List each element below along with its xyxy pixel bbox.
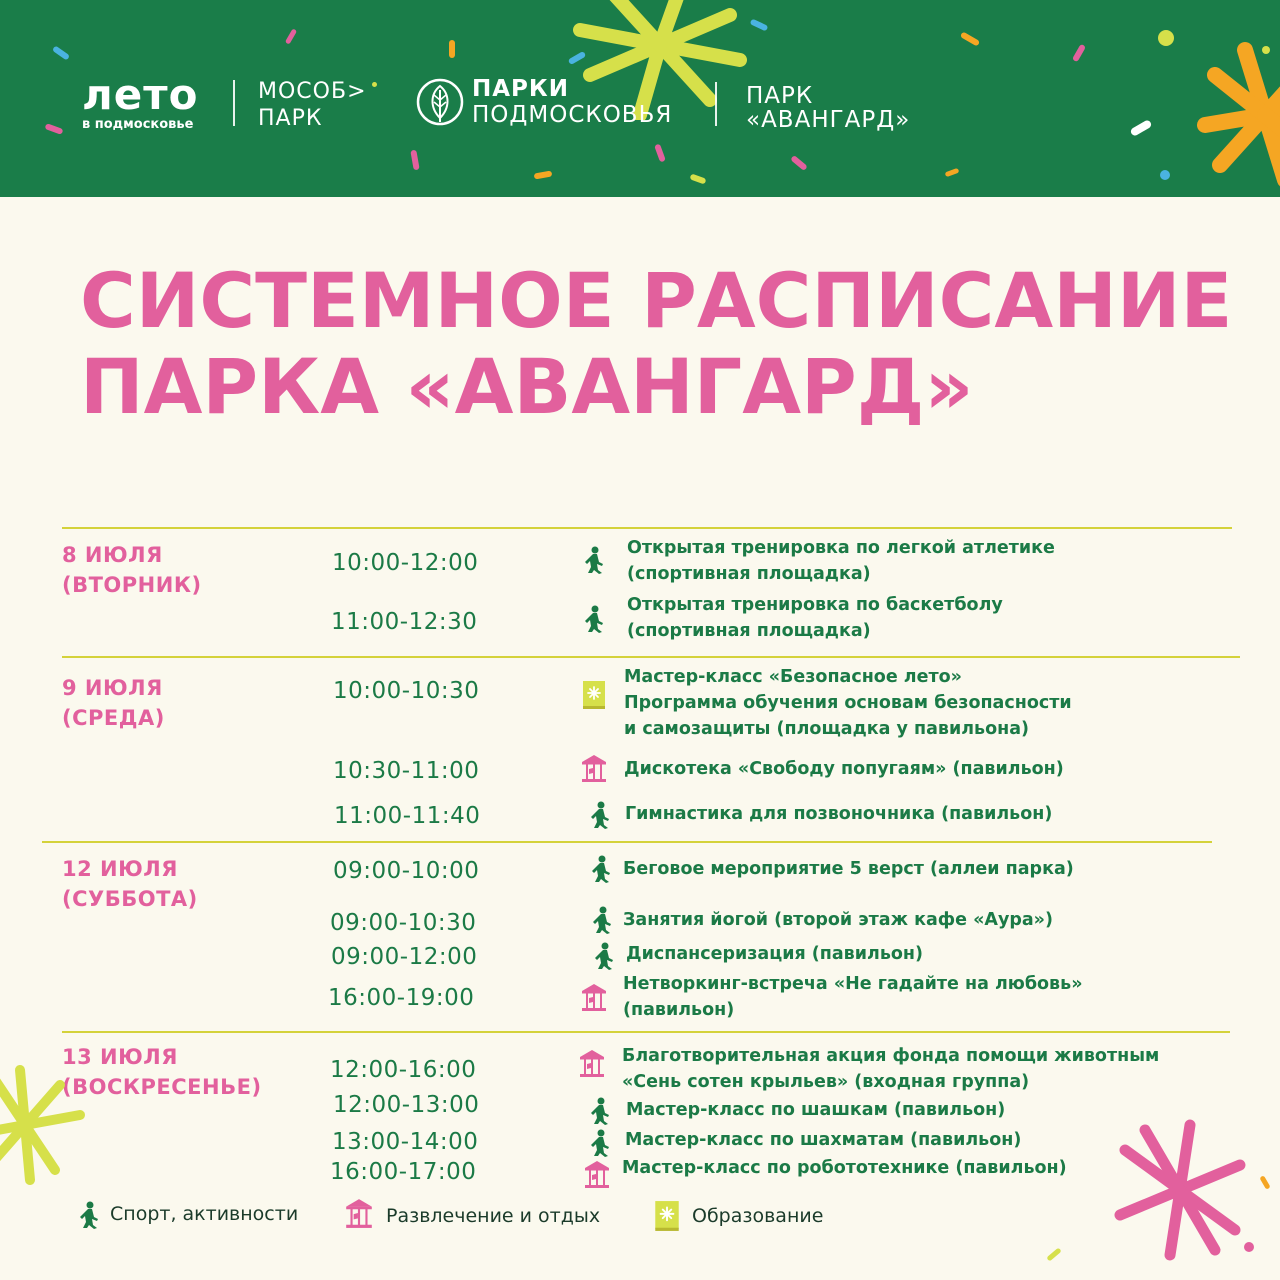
day-date: 12 ИЮЛЯ (62, 857, 178, 881)
day-date: 8 ИЮЛЯ (62, 543, 163, 567)
day-date: 9 ИЮЛЯ (62, 676, 163, 700)
sport-icon (589, 1129, 611, 1157)
event-description (623, 971, 1083, 1023)
day-weekday: (СУББОТА) (62, 887, 198, 911)
logo-divider (233, 80, 235, 126)
mosobpark-logo-line1: МОСОБ> (258, 79, 367, 104)
confetti-decoration (45, 123, 64, 135)
leto-logo (82, 70, 199, 132)
confetti-decoration (534, 170, 553, 179)
event-line: (спортивная площадка) (627, 621, 871, 641)
event-description (624, 756, 1064, 782)
event-line: (спортивная площадка) (627, 564, 871, 584)
leto-logo-subtitle: в подмосковье (82, 117, 194, 132)
parki-logo-line2: ПОДМОСКОВЬЯ (472, 102, 673, 128)
carousel-icon (583, 1159, 611, 1189)
event-time: 16:00-17:00 (330, 1159, 477, 1185)
event-line: Нетворкинг-встреча «Не гадайте на любовь» (623, 974, 1083, 994)
sport-icon (589, 801, 611, 829)
starburst-orange (1195, 40, 1280, 190)
event-time: 10:30-11:00 (333, 758, 480, 784)
starburst-pink (1110, 1115, 1250, 1265)
confetti-decoration (689, 173, 706, 184)
event-description (626, 1097, 1005, 1123)
sport-icon (589, 1097, 611, 1125)
sport-icon (583, 605, 605, 633)
avangard-logo-line1: ПАРК (746, 83, 814, 109)
starburst-lime (0, 1060, 90, 1190)
parki-podmoskovya-logo (416, 76, 672, 128)
day-label (62, 1042, 262, 1102)
event-time: 11:00-12:30 (331, 609, 478, 635)
day-weekday: (СРЕДА) (62, 706, 165, 730)
event-time: 12:00-16:00 (330, 1057, 477, 1083)
legend-sport-label: Спорт, активности (110, 1203, 299, 1225)
confetti-decoration (1244, 1242, 1254, 1252)
page-title (80, 258, 1232, 430)
carousel-icon (344, 1197, 374, 1229)
parki-logo-line1: ПАРКИ (472, 76, 569, 102)
legend-fun-label: Развлечение и отдых (386, 1205, 601, 1227)
logo-divider (715, 82, 717, 126)
event-line: Занятия йогой (второй этаж кафе «Аура») (623, 910, 1053, 930)
sport-icon (591, 906, 613, 934)
event-line: Благотворительная акция фонда помощи животным (622, 1046, 1160, 1066)
event-description (622, 1043, 1159, 1095)
confetti-decoration (1046, 1247, 1061, 1261)
page-title-line2: ПАРКА «АВАНГАРД» (80, 342, 974, 431)
event-time: 09:00-12:00 (331, 944, 478, 970)
header-banner (0, 0, 1280, 197)
event-line: Мастер-класс по робототехнике (павильон) (622, 1158, 1067, 1178)
confetti-decoration (1072, 44, 1086, 63)
event-line: Беговое мероприятие 5 верст (аллеи парка) (623, 859, 1074, 879)
confetti-decoration (285, 28, 297, 44)
event-line: Мастер-класс по шахматам (павильон) (625, 1130, 1022, 1150)
event-description (627, 592, 1003, 644)
event-time: 13:00-14:00 (332, 1129, 479, 1155)
event-line: (павильон) (623, 1000, 735, 1020)
section-divider (62, 1031, 1230, 1033)
carousel-icon (578, 1048, 606, 1078)
event-description (622, 1155, 1067, 1181)
section-divider (62, 527, 1232, 529)
event-time: 09:00-10:30 (330, 910, 477, 936)
day-weekday: (ВОСКРЕСЕНЬЕ) (62, 1075, 262, 1099)
legend-edu-label: Образование (692, 1205, 824, 1227)
confetti-decoration (372, 82, 377, 87)
event-line: Мастер-класс по шашкам (павильон) (626, 1100, 1006, 1120)
event-line: Программа обучения основам безопасности (624, 693, 1072, 713)
mosobpark-logo (258, 78, 367, 132)
day-label (62, 854, 198, 914)
leaf-icon (416, 76, 464, 128)
section-divider (62, 656, 1240, 658)
confetti-decoration (960, 31, 980, 46)
confetti-decoration (449, 40, 455, 58)
event-line: «Сень сотен крыльев» (входная группа) (622, 1072, 1030, 1092)
event-time: 10:00-10:30 (333, 678, 480, 704)
leto-logo-title: лето (82, 70, 199, 119)
confetti-decoration (1129, 119, 1152, 137)
mosobpark-logo-line2: ПАРК (258, 106, 323, 131)
confetti-decoration (410, 150, 419, 171)
event-description (625, 1127, 1021, 1153)
day-label (62, 540, 202, 600)
sport-icon (583, 546, 605, 574)
sport-icon (593, 942, 615, 970)
event-time: 12:00-13:00 (333, 1092, 480, 1118)
event-line: Диспансеризация (павильон) (626, 944, 924, 964)
event-line: Открытая тренировка по легкой атлетике (627, 538, 1055, 558)
event-description (624, 664, 1072, 742)
confetti-decoration (945, 168, 960, 177)
avangard-logo-line2: «АВАНГАРД» (746, 107, 911, 133)
event-description (625, 801, 1052, 827)
carousel-icon (580, 982, 608, 1012)
confetti-decoration (52, 45, 70, 60)
section-divider (42, 841, 1212, 843)
education-icon (654, 1200, 680, 1232)
park-avangard-logo (746, 84, 910, 132)
confetti-decoration (1158, 30, 1174, 46)
day-weekday: (ВТОРНИК) (62, 573, 202, 597)
event-line: Гимнастика для позвоночника (павильон) (625, 804, 1053, 824)
event-line: Открытая тренировка по баскетболу (627, 595, 1003, 615)
page-title-line1: СИСТЕМНОЕ РАСПИСАНИЕ (80, 256, 1233, 345)
day-date: 13 ИЮЛЯ (62, 1045, 178, 1069)
event-line: и самозащиты (площадка у павильона) (624, 719, 1030, 739)
confetti-decoration (654, 144, 666, 163)
event-description (623, 856, 1074, 882)
event-description (623, 907, 1053, 933)
event-time: 10:00-12:00 (332, 550, 479, 576)
event-line: Мастер-класс «Безопасное лето» (624, 667, 962, 687)
sport-icon (590, 855, 612, 883)
carousel-icon (580, 753, 608, 783)
confetti-decoration (790, 155, 808, 171)
day-label (62, 673, 165, 733)
confetti-decoration (1160, 170, 1170, 180)
event-line: Дискотека «Свободу попугаям» (павильон) (624, 759, 1064, 779)
event-description (626, 941, 923, 967)
event-description (627, 535, 1055, 587)
event-time: 11:00-11:40 (334, 803, 481, 829)
event-time: 16:00-19:00 (328, 985, 475, 1011)
sport-icon (78, 1200, 100, 1230)
confetti-decoration (1259, 1175, 1270, 1190)
event-time: 09:00-10:00 (333, 858, 480, 884)
education-icon (582, 680, 606, 710)
